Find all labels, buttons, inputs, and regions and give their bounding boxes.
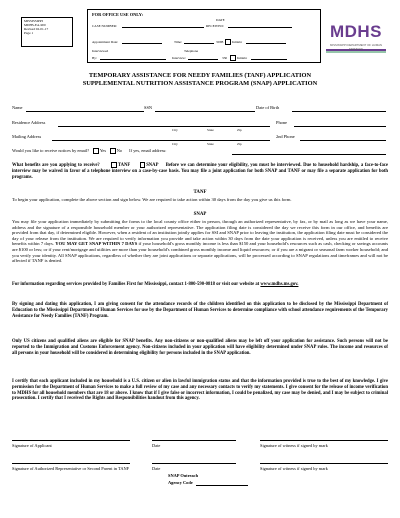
telephone-label: Telephone (184, 49, 199, 53)
snap-paragraph (12, 219, 388, 264)
code2-checkbox[interactable] (230, 55, 236, 61)
received-label: RECEIVED: (206, 24, 224, 28)
code2-label: 330 (222, 56, 228, 60)
notices-row (12, 148, 166, 154)
snap-checkbox[interactable] (140, 162, 146, 168)
appointment-date-label: Appointment Date: (92, 40, 119, 44)
info-text: For information regarding services provided by Families First for Mississippi, contact 1-800-590-0818 or visit our website at (12, 282, 260, 287)
mailing-field[interactable] (52, 140, 270, 141)
ssn-label: SSN (144, 105, 153, 110)
city-label: City (172, 142, 178, 146)
tanf-text: To begin your application, complete the above section and sign below. We are required to take action within 30 days from the day you give us this form. (12, 197, 292, 202)
form-id-box (21, 17, 73, 47)
by-field[interactable] (100, 59, 166, 60)
email-field[interactable] (232, 154, 386, 155)
interviewed-label: Interviewed (92, 49, 109, 53)
citizens-paragraph: Only US citizens and qualified aliens are eligible for SNAP benefits. Any non-citizens or non-qualified aliens may be left off your application for assistance. Such persons will not be reported to the Immigration and Customs Enforcement agency. Non-citizens included in your application will have eligibility determined under SNAP rules. The income and resources of all persons in your household will be considered in determining eligibility for persons included in the SNAP application. (12, 339, 388, 356)
dob-label: Date of Birth (256, 105, 280, 110)
snap-text: You may file your application immediately by submitting the forms to the local county office either in person, through an authorized representative, by fax, or by mail as long as we have your name, address and the signature of a responsible household member or your authorized representative. The application filing date is considered the day we receive this form in our office, and benefits are provided from that day, if determined eligible. However, when a resident of an institution jointly applies for SSI and SNAP prior to leaving the institution, the application filing date must be considered the day of your release from the institution. We are required to verify information you provide and take action within 30 days from the date your application is received, unless you are entitled to receive benefits within 7 days. (12, 219, 388, 247)
form-id-line: Revised 02-01-17 (24, 27, 49, 31)
benefits-text: Before we can determine your eligibility, you must be interviewed. Due to household hardship, a face-to-face interview may be waived in favor of a telephone interview on a case-by-case basis. You may file a joint application for both SNAP and TANF or may file a separate application for both programs. (12, 162, 388, 180)
outreach-label: SNAP Outreach (168, 473, 199, 478)
dob-field[interactable] (292, 111, 386, 112)
tanf-heading: TANF (193, 190, 207, 195)
tanf-option: TANF (117, 162, 131, 168)
appointment-date-field[interactable] (122, 43, 162, 44)
applicant-signature-label: Signature of Applicant (12, 443, 52, 448)
code-checkbox[interactable] (225, 39, 231, 45)
residence-label: Residence Address (12, 120, 46, 125)
time-field[interactable] (184, 43, 214, 44)
initials-label: Initials: (232, 40, 243, 44)
date1-label: Date (152, 443, 161, 448)
city-label: City (172, 128, 178, 132)
phone2-label: 2nd Phone (276, 134, 295, 139)
initials2-label: Initials: (237, 56, 248, 60)
office-use-box (87, 9, 321, 63)
date2-field[interactable] (152, 463, 236, 464)
date1-field[interactable] (152, 440, 236, 441)
title-snap: SUPPLEMENTAL NUTRITION ASSISTANCE PROGRAM (SNAP) APPLICATION (82, 80, 318, 87)
mailing-label: Mailing Address (12, 134, 42, 139)
form-id-line: MISSISSIPPI (24, 19, 43, 23)
logo-text: MDHS (329, 22, 383, 41)
snap-text2: if your household's gross monthly income is less than $150 and your household's resources such as cash, checking or savings accounts are $100 or less; or if your rent/mortgage and utilities are more than your household's combined gross monthly income and liquid resources; or if you are a migrant or seasonal farm worker household; and you verify your identity. All SNAP applications, regardless of whether they are joint applications or separate applications, will be processed according to SNAP regulations and timeframes and will not be affected if TANF is denied. (12, 241, 388, 264)
state-label: State (207, 142, 214, 146)
certify-paragraph: I certify that each applicant included in my household is a U.S. citizen or alien in lawful immigration status and that the information provided is true to the best of my knowledge. I give permission for the Department of Human Services to make a full review of my case and any necessary contacts to verify my statements. I give consent for the release of income verification to MDHS for all household members that are 18 or above. I know that if I give false or incorrect information, I could be penalized, my case may be denied, and I may be subject to criminal prosecution. I certify that I received the Rights and Responsibilities handout from this agency. (12, 379, 388, 402)
info-paragraph (12, 282, 388, 288)
form-id-line: Page 1 (24, 31, 34, 35)
witness1-label: Signature of witness if signed by mark (260, 443, 328, 448)
initials-field[interactable] (246, 43, 286, 44)
interview-field[interactable] (188, 59, 218, 60)
case-number-field[interactable] (122, 27, 204, 28)
witness1-field[interactable] (260, 440, 388, 441)
logo-subtext: MISSISSIPPI DEPARTMENT OF HUMAN SERVICES (329, 43, 383, 51)
signing-paragraph: By signing and dating this application, I am giving consent for the attendance records of the children identified on this application to be disclosed by the Mississippi Department of Education to the Mississippi Department of Human Services for use by the Department of Human Services to determine compliance with school attendance requirements of the Temporary Assistance for Needy Families (TANF) Program. (12, 302, 388, 319)
no-checkbox[interactable] (110, 148, 116, 154)
yes-checkbox[interactable] (93, 148, 99, 154)
phone-field[interactable] (294, 126, 386, 127)
code-label: 303B (216, 40, 224, 44)
rep-signature-label: Signature of Authorized Representative or Second Parent in TANF (12, 466, 130, 471)
residence-field[interactable] (58, 126, 270, 127)
applicant-signature-field[interactable] (12, 440, 130, 441)
name-label: Name (12, 105, 23, 110)
witness2-field[interactable] (260, 463, 388, 464)
agency-code-label: Agency Code (168, 480, 193, 485)
mdhs-logo (326, 21, 386, 55)
case-number-label: CASE NUMBER: (92, 24, 117, 28)
name-field[interactable] (26, 111, 144, 112)
tanf-checkbox[interactable] (111, 162, 117, 168)
by-label: By: (92, 56, 97, 60)
ssn-field[interactable] (155, 111, 255, 112)
snap-heading: SNAP (193, 212, 207, 217)
witness2-label: Signature of witness if signed by mark (260, 466, 328, 471)
state-label: State (207, 128, 214, 132)
website-link[interactable]: www.mdhs.ms.gov. (260, 282, 299, 287)
benefits-block (12, 162, 388, 181)
office-date-label: DATE (216, 18, 225, 22)
time-label: Time: (174, 40, 182, 44)
initials2-field[interactable] (251, 59, 287, 60)
snap-bold: YOU MAY GET SNAP WITHIN 7 DAYS (55, 241, 138, 247)
phone2-field[interactable] (300, 140, 386, 141)
title-tanf: TEMPORARY ASSISTANCE FOR NEEDY FAMILIES (TANF) APPLICATION (88, 72, 312, 79)
phone-label: Phone (276, 120, 287, 125)
rep-signature-field[interactable] (12, 463, 130, 464)
snap-option: SNAP (146, 162, 159, 168)
interview-label: Interview: (172, 56, 186, 60)
benefits-question: What benefits are you applying to receive? (12, 162, 100, 168)
form-id-line: MDHS-EA-900 (24, 23, 46, 27)
no-label: No (116, 148, 123, 153)
received-field[interactable] (228, 27, 292, 28)
zip-label: Zip (237, 128, 242, 132)
office-title: FOR OFFICE USE ONLY: (92, 12, 144, 17)
agency-code-field[interactable] (196, 485, 248, 486)
zip-label: Zip (237, 142, 242, 146)
yes-label: Yes (99, 148, 107, 153)
email-label: If yes, email address: (129, 148, 167, 153)
date2-label: Date (152, 466, 161, 471)
notices-label: Would you like to receive notices by email? (12, 148, 90, 153)
